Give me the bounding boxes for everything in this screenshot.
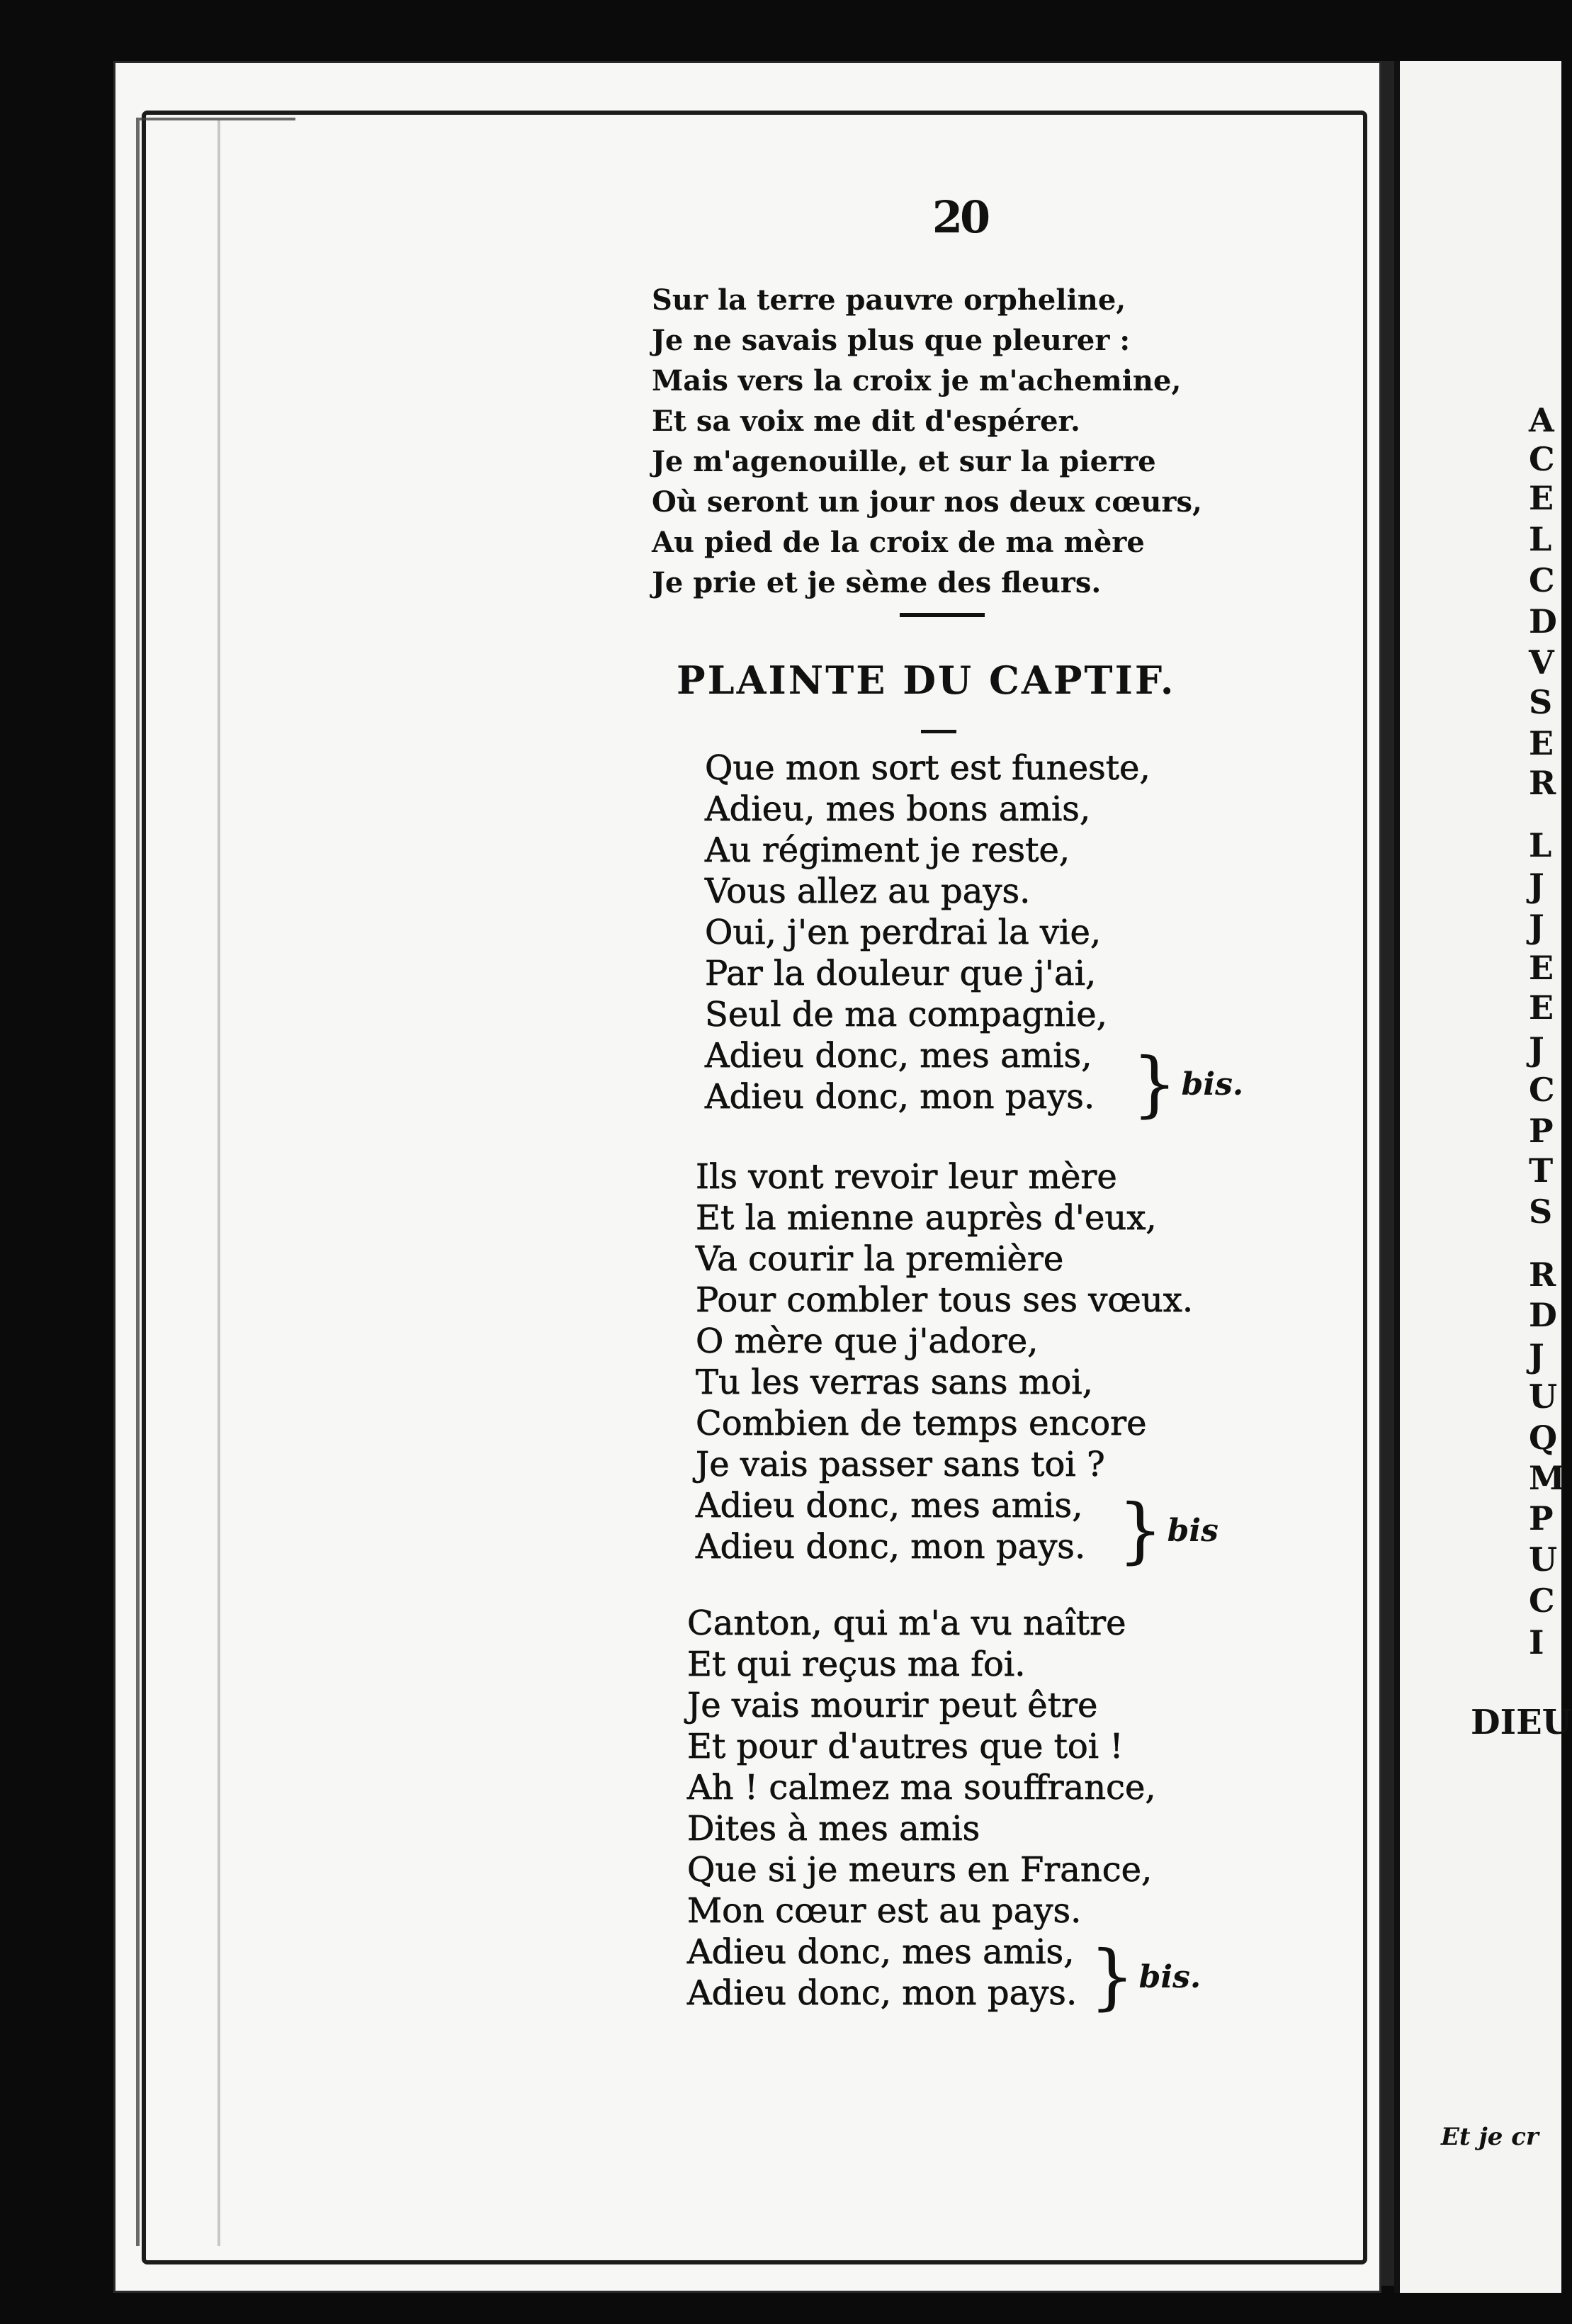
right-page-letter: U bbox=[1529, 1540, 1558, 1579]
verse-line: Ils vont revoir leur mère bbox=[696, 1157, 1117, 1197]
verse-line: Je m'agenouille, et sur la pierre bbox=[652, 445, 1156, 478]
stanza-1 bbox=[705, 748, 1150, 1117]
right-page-letter: E bbox=[1529, 724, 1554, 762]
verse-line: Mais vers la croix je m'achemine, bbox=[652, 364, 1182, 397]
page-number: 20 bbox=[932, 191, 988, 243]
right-page-footer: Et je cr bbox=[1441, 2123, 1539, 2151]
verse-line: Je vais mourir peut être bbox=[687, 1686, 1098, 1725]
refrain-mark-2 bbox=[1118, 1489, 1218, 1572]
verse-line: Et la mienne auprès d'eux, bbox=[696, 1198, 1157, 1238]
verse-line: Combien de temps encore bbox=[696, 1404, 1147, 1443]
verse-line: Adieu donc, mon pays. bbox=[696, 1527, 1086, 1567]
right-page-letter: E bbox=[1529, 479, 1554, 517]
right-page-letter: R bbox=[1529, 1256, 1556, 1294]
verse-line: Je vais passer sans toi ? bbox=[696, 1445, 1105, 1484]
right-page-letter: S bbox=[1529, 1192, 1553, 1231]
right-page-letter: D bbox=[1529, 1296, 1557, 1334]
verse-line: Et pour d'autres que toi ! bbox=[687, 1727, 1124, 1766]
verse-line: Dites à mes amis bbox=[687, 1809, 980, 1849]
brace-icon: } bbox=[1132, 1042, 1177, 1125]
right-page-letter: J bbox=[1529, 1337, 1544, 1375]
right-page-letter: D bbox=[1529, 602, 1557, 641]
verse-line: Et qui reçus ma foi. bbox=[687, 1645, 1026, 1684]
bis-label: bis. bbox=[1181, 1066, 1244, 1102]
refrain-mark-3 bbox=[1090, 1935, 1201, 2018]
book-gutter bbox=[1381, 61, 1394, 2286]
verse-line: O mère que j'adore, bbox=[696, 1321, 1039, 1361]
right-page-letter: J bbox=[1529, 908, 1544, 946]
right-page-fragment bbox=[1394, 61, 1572, 2293]
right-page-letter: U bbox=[1529, 1377, 1558, 1416]
section-divider bbox=[900, 613, 985, 617]
torn-paper-edge bbox=[136, 118, 295, 2246]
bis-label: bis bbox=[1167, 1512, 1218, 1549]
verse-line: Adieu donc, mon pays. bbox=[687, 1973, 1078, 2013]
right-page-letter: L bbox=[1529, 520, 1552, 558]
bis-label: bis. bbox=[1138, 1958, 1201, 1995]
right-page-letter: R bbox=[1529, 764, 1556, 802]
brace-icon: } bbox=[1090, 1935, 1135, 2018]
right-page-letter: J bbox=[1529, 867, 1544, 905]
right-page-letter: V bbox=[1529, 643, 1554, 682]
verse-line: Je prie et je sème des fleurs. bbox=[652, 566, 1102, 599]
verse-line: Adieu donc, mes amis, bbox=[705, 1036, 1092, 1076]
verse-line: Par la douleur que j'ai, bbox=[705, 954, 1097, 993]
verse-line: Oui, j'en perdrai la vie, bbox=[705, 913, 1102, 952]
verse-line: Au régiment je reste, bbox=[705, 830, 1070, 870]
right-page-letter: M bbox=[1529, 1459, 1565, 1497]
title-underline bbox=[921, 730, 956, 733]
verse-line: Canton, qui m'a vu naître bbox=[687, 1603, 1126, 1643]
stanza-3 bbox=[687, 1603, 1156, 2018]
right-page-letter: P bbox=[1529, 1499, 1554, 1538]
right-page-letter: T bbox=[1529, 1151, 1554, 1190]
verse-line: Vous allez au pays. bbox=[705, 872, 1031, 911]
brace-icon: } bbox=[1118, 1489, 1163, 1572]
refrain-mark-1 bbox=[1132, 1042, 1244, 1125]
verse-line: Où seront un jour nos deux cœurs, bbox=[652, 485, 1202, 519]
right-page-letter: P bbox=[1529, 1112, 1554, 1150]
intro-stanza bbox=[652, 280, 1202, 603]
right-page-letter: A bbox=[1529, 401, 1554, 439]
verse-line: Adieu donc, mes amis, bbox=[696, 1486, 1083, 1525]
right-page-letter: C bbox=[1529, 1071, 1555, 1109]
verse-line: Pour combler tous ses vœux. bbox=[696, 1280, 1194, 1320]
verse-line: Seul de ma compagnie, bbox=[705, 995, 1107, 1034]
right-page-letter: Q bbox=[1529, 1418, 1558, 1457]
right-page-heading: DIEU bbox=[1471, 1703, 1572, 1742]
verse-line: Va courir la première bbox=[696, 1239, 1064, 1279]
right-page-letter: C bbox=[1529, 440, 1555, 478]
right-page-letter: I bbox=[1529, 1623, 1544, 1662]
verse-line: Je ne savais plus que pleurer : bbox=[652, 324, 1131, 357]
right-page-letter: J bbox=[1529, 1030, 1544, 1068]
verse-line: Adieu donc, mes amis, bbox=[687, 1932, 1075, 1972]
verse-line: Au pied de la croix de ma mère bbox=[652, 526, 1145, 559]
verse-line: Sur la terre pauvre orpheline, bbox=[652, 283, 1126, 317]
verse-line: Adieu, mes bons amis, bbox=[705, 789, 1091, 829]
right-page-letter: C bbox=[1529, 561, 1555, 599]
verse-line: Tu les verras sans moi, bbox=[696, 1363, 1093, 1402]
right-page-letter: L bbox=[1529, 826, 1552, 864]
right-page-letter: E bbox=[1529, 949, 1554, 987]
right-page-letter: C bbox=[1529, 1581, 1555, 1620]
verse-line: Adieu donc, mon pays. bbox=[705, 1077, 1095, 1117]
right-page-letter: E bbox=[1529, 988, 1554, 1027]
verse-line: Ah ! calmez ma souffrance, bbox=[687, 1768, 1156, 1807]
song-title: PLAINTE DU CAPTIF. bbox=[677, 658, 1176, 703]
verse-line: Mon cœur est au pays. bbox=[687, 1891, 1082, 1931]
right-page-letter: S bbox=[1529, 683, 1553, 721]
verse-line: Et sa voix me dit d'espérer. bbox=[652, 405, 1080, 438]
verse-line: Que mon sort est funeste, bbox=[705, 748, 1150, 788]
verse-line: Que si je meurs en France, bbox=[687, 1850, 1153, 1890]
